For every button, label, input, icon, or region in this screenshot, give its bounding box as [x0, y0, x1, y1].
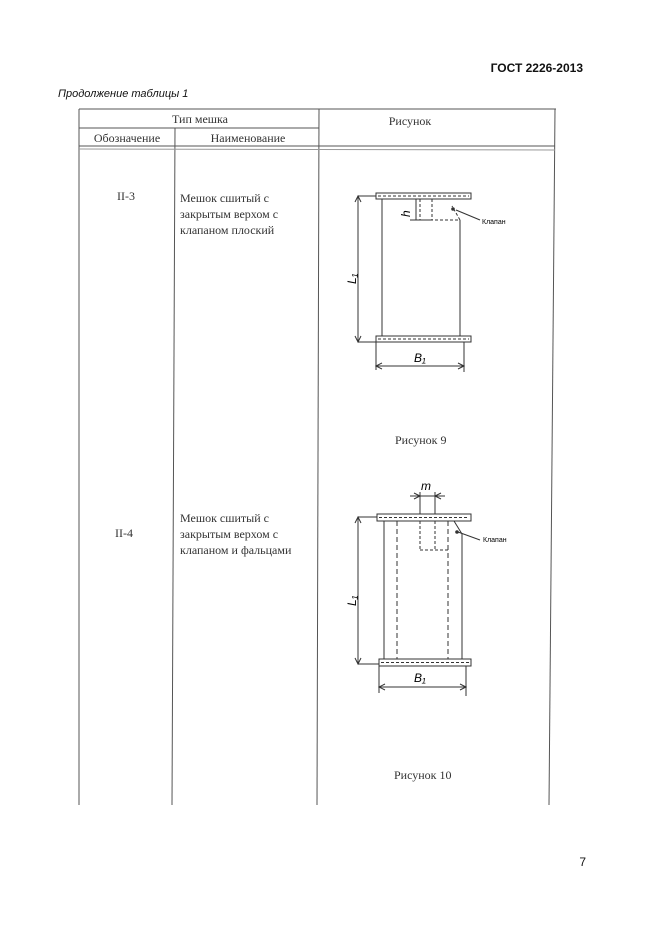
dimension-b-label: B₁ [414, 671, 426, 685]
valve-label: Клапан [482, 219, 506, 226]
name-line: закрытым верхом с [180, 207, 279, 221]
name-line: клапаном плоский [180, 223, 275, 237]
dimension-l-label: L₁ [345, 595, 359, 606]
row-code: II-3 [117, 189, 135, 203]
dimension-b-label: B₁ [414, 351, 426, 365]
name-line: клапаном и фальцами [180, 543, 292, 557]
table-continuation-title: Продолжение таблицы 1 [58, 88, 189, 100]
bag-drawing-fig10 [340, 478, 540, 708]
bag-drawing-fig9 [340, 180, 540, 380]
row-name [180, 190, 278, 238]
figure-caption: Рисунок 9 [395, 433, 447, 447]
row-name [180, 510, 291, 558]
dimension-l-label: L₁ [345, 273, 359, 284]
name-line: Мешок сшитый с [180, 511, 269, 525]
name-line: Мешок сшитый с [180, 191, 269, 205]
header-figure: Рисунок [388, 114, 432, 128]
dimension-m-label: m [421, 479, 431, 493]
valve-label: Клапан [483, 537, 507, 544]
header-code: Обозначение [93, 131, 161, 145]
name-line: закрытым верхом с [180, 527, 279, 541]
header-bag-type: Тип мешка [171, 112, 228, 126]
figure-caption: Рисунок 10 [394, 768, 452, 782]
row-code: II-4 [115, 526, 133, 540]
page-number: 7 [579, 855, 586, 869]
header-name: Наименование [210, 131, 286, 145]
dimension-h-label: h [399, 210, 413, 217]
standard-number: ГОСТ 2226-2013 [490, 61, 583, 75]
